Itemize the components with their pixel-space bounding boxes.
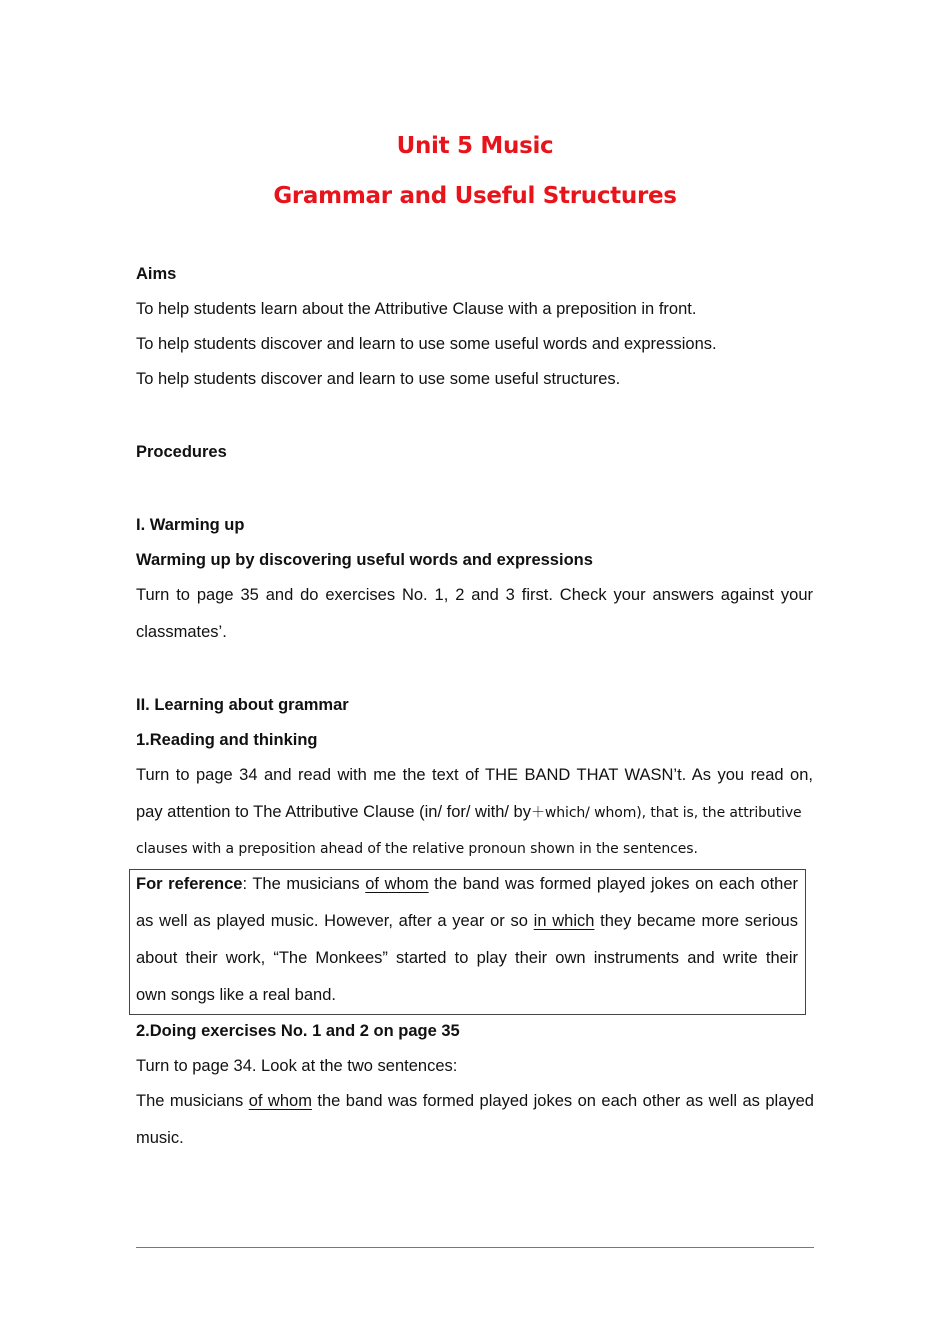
reference-line-1 [136,874,798,894]
exercises-sentence-a: The musicians [136,1092,249,1110]
exercises-heading: 2.Doing exercises No. 1 and 2 on page 35 [136,1022,460,1040]
aims-item-1: To help students learn about the Attributive Clause with a preposition in front. [136,300,697,318]
page-subtitle: Grammar and Useful Structures [273,183,677,209]
procedures-heading: Procedures [136,443,227,461]
reference-underlined-of-whom: of whom [365,875,429,893]
reference-line-4: own songs like a real band. [136,986,336,1004]
reference-line-3: about their work, “The Monkees” started to play their own instruments and write their [136,949,798,967]
reading-text-line-1: Turn to page 34 and read with me the text of THE BAND THAT WASN’t. As you read on, [136,766,813,784]
reading-text-line-3: clauses with a preposition ahead of the relative pronoun shown in the sentences. [136,841,698,857]
reference-label: For reference [136,875,243,893]
reading-text-line-2 [136,802,802,823]
reference-underlined-in-which: in which [533,912,595,930]
grammar-heading: II. Learning about grammar [136,696,349,714]
exercises-underlined-of-whom: of whom [248,1092,312,1110]
exercises-sentence-line-2: music. [136,1129,184,1147]
reference-line-1-a: : The musicians [242,875,366,893]
warming-up-text-line-2: classmates’. [136,623,227,641]
reference-line-2-b: they became more serious [594,912,798,930]
warming-up-heading: I. Warming up [136,516,245,534]
reference-line-1-b: the band was formed played jokes on each other [428,875,798,893]
page-title: Unit 5 Music [396,133,554,159]
aims-item-3: To help students discover and learn to use some useful structures. [136,370,621,388]
exercises-sentence-b: the band was formed played jokes on each other as well as played [311,1092,814,1110]
reference-line-2 [136,911,798,931]
reference-line-2-a: as well as played music. However, after a year or so [136,912,534,930]
warming-up-subheading: Warming up by discovering useful words and expressions [136,551,593,569]
reading-text-line-2-part-a: pay attention to The Attributive Clause (in/ for/ with/ by [136,803,531,821]
aims-item-2: To help students discover and learn to use some useful words and expressions. [136,335,717,353]
aims-heading: Aims [136,265,177,283]
warming-up-text-line-1: Turn to page 35 and do exercises No. 1, 2 and 3 first. Check your answers against your [136,586,813,604]
exercises-text: Turn to page 34. Look at the two sentences: [136,1057,458,1075]
footer-divider [136,1247,814,1248]
exercises-sentence-line-1 [136,1091,814,1111]
reading-heading: 1.Reading and thinking [136,731,318,749]
reading-text-line-2-part-b: ＋which/ whom), that is, the attributive [531,805,802,821]
